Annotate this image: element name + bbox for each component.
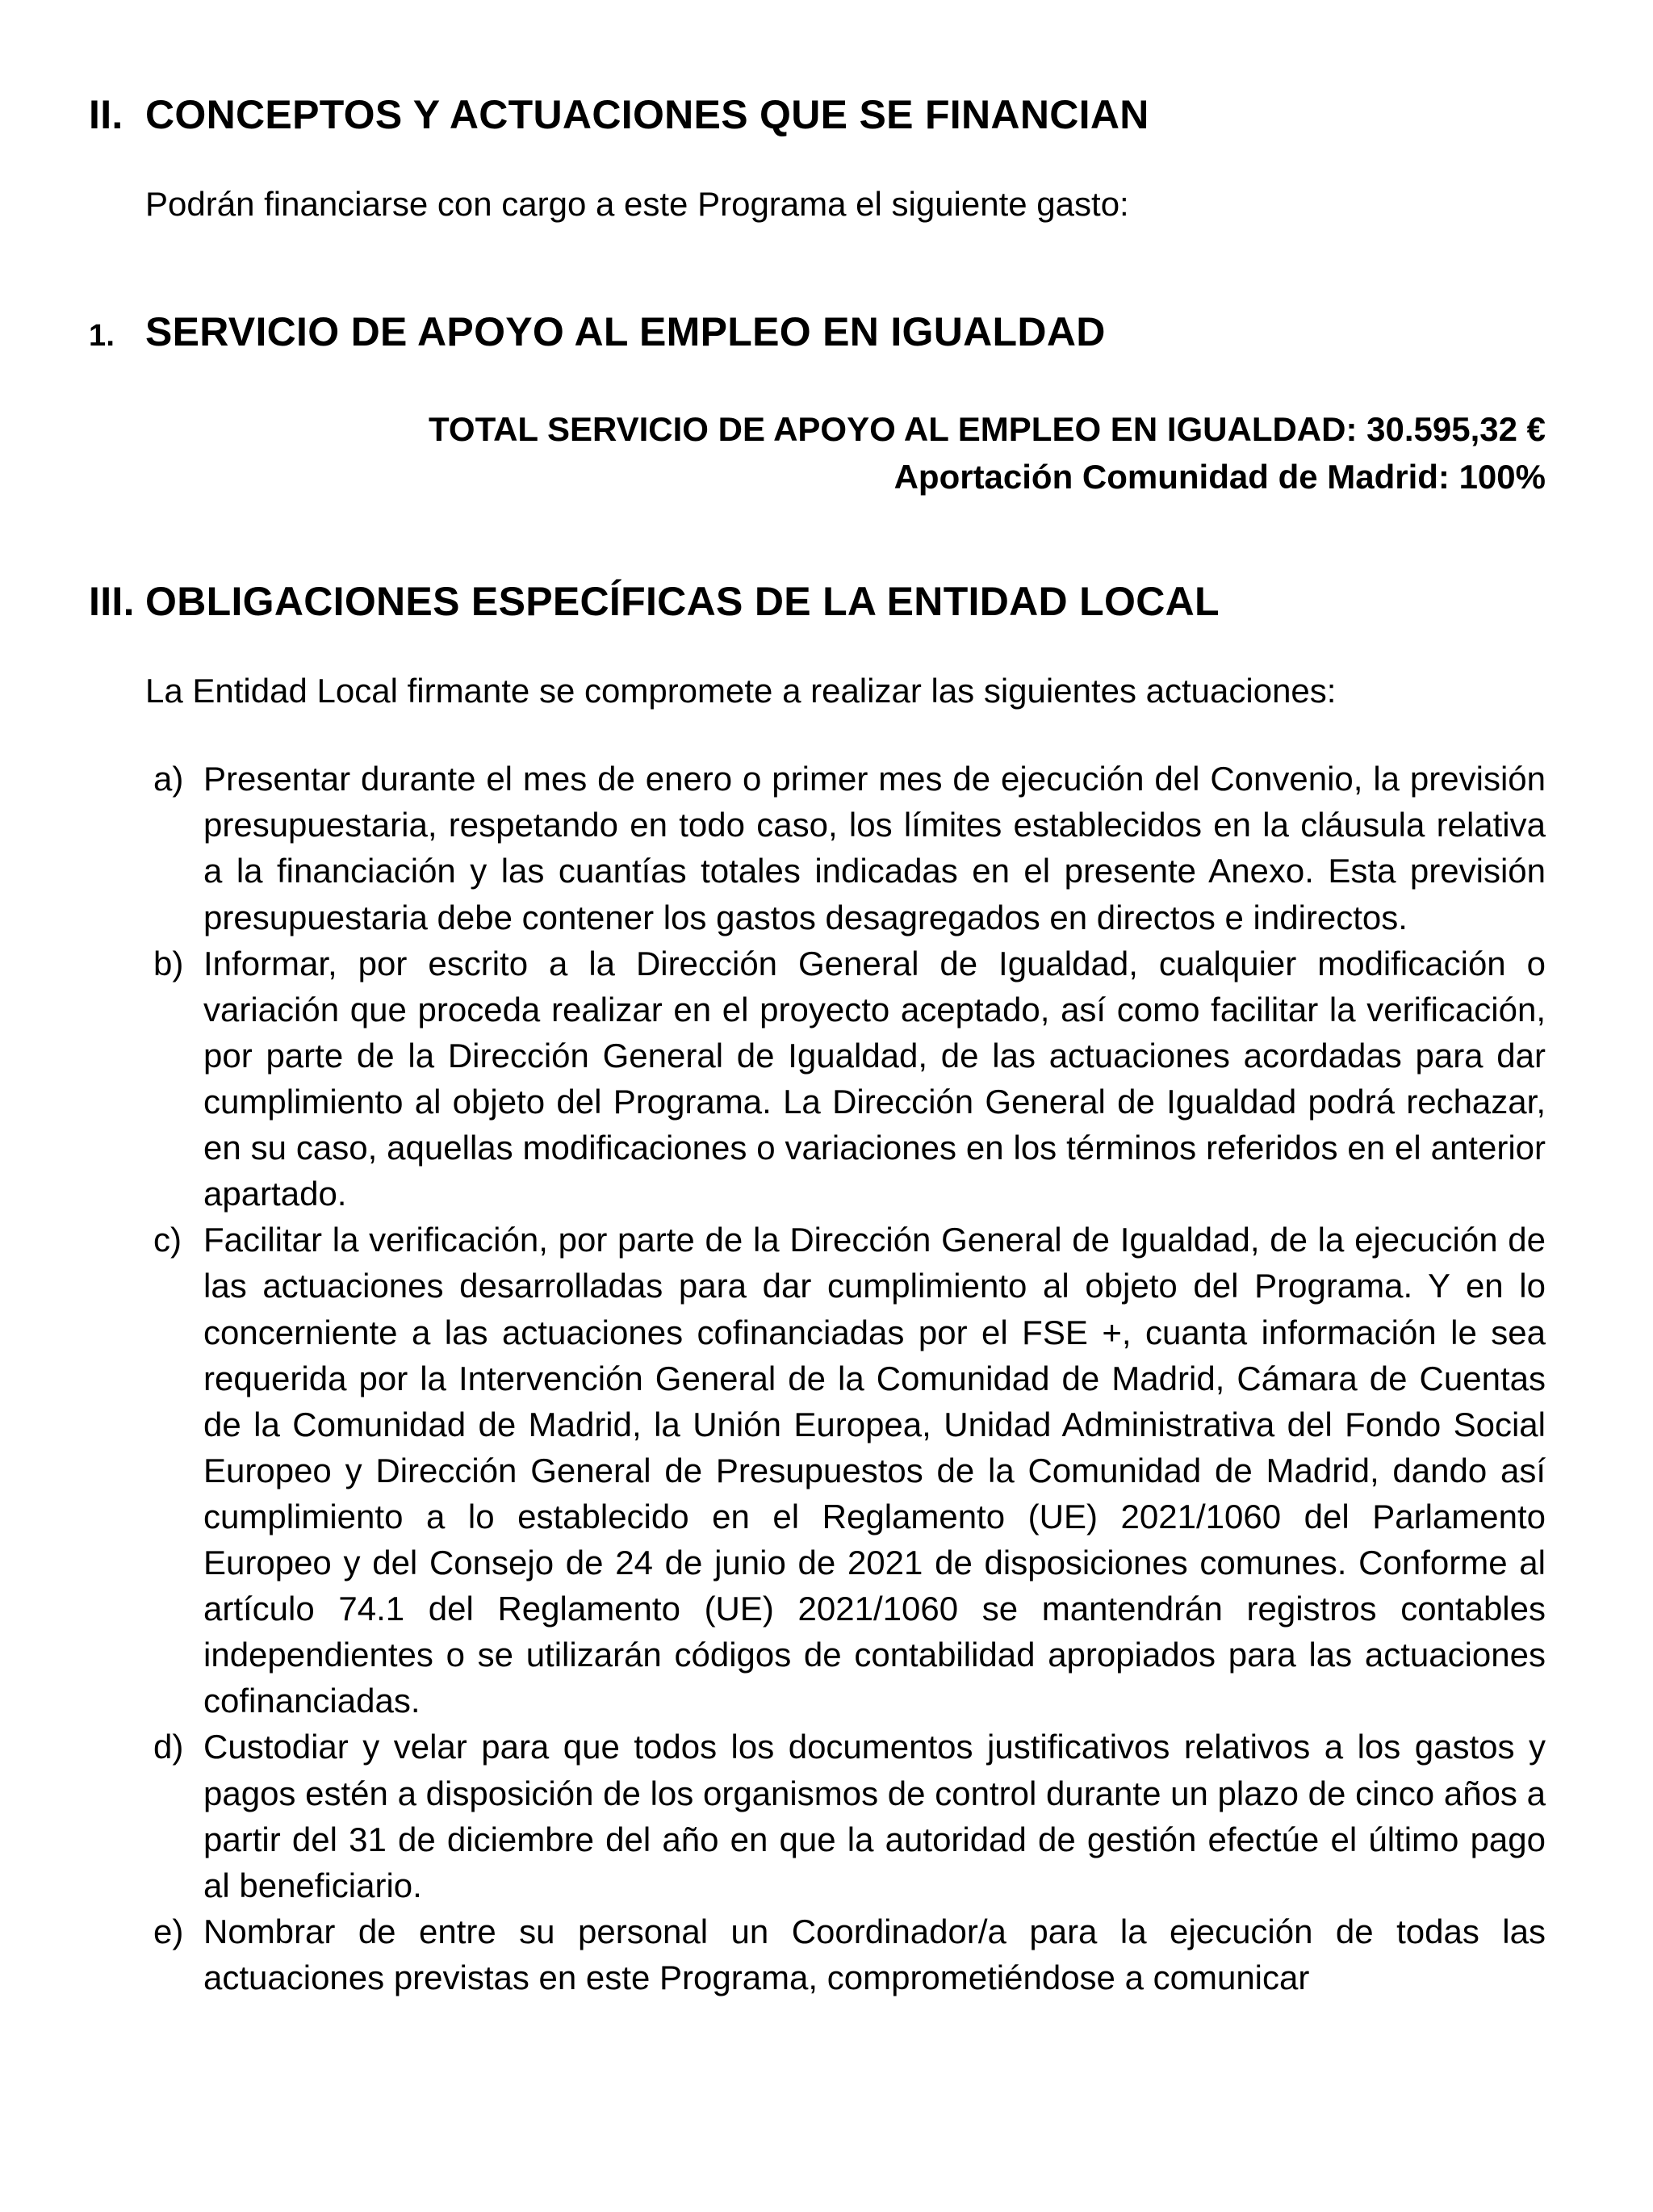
section-ii-heading [89, 90, 1546, 139]
item-1-number: 1. [89, 318, 115, 353]
obligation-text-e: Nombrar de entre su personal un Coordinador/a para la ejecución de todas las actuaciones previstas en este Programa, comprometiéndose a comunicar [203, 1912, 1546, 1997]
obligation-text-d: Custodiar y velar para que todos los documentos justificativos relativos a los gastos y pagos estén a disposición de los organismos de control durante un plazo de cinco años a partir del 31 de diciembre del año en que la autoridad de gestión efectúe el último pago al beneficiario. [203, 1728, 1546, 1904]
contribution-line: Aportación Comunidad de Madrid: 100% [893, 457, 1546, 496]
section-iii-number: III. [89, 579, 135, 625]
obligation-letter-a: a) [153, 760, 184, 798]
item-1-heading [89, 308, 1546, 356]
section-ii-title: CONCEPTOS Y ACTUACIONES QUE SE FINANCIAN [145, 92, 1149, 137]
totals-block [89, 406, 1546, 501]
obligation-item-d [89, 1724, 1546, 1908]
obligation-item-e [89, 1908, 1546, 2000]
obligation-item-c [89, 1217, 1546, 1724]
obligation-letter-d: d) [153, 1728, 184, 1766]
obligations-list [89, 756, 1546, 2000]
obligation-item-a [89, 756, 1546, 940]
section-iii-intro: La Entidad Local firmante se compromete a realizar las siguientes actuaciones: [145, 672, 1337, 710]
obligation-text-c: Facilitar la verificación, por parte de la Dirección General de Igualdad, de la ejecución de las actuaciones desarrolladas para dar cumplimiento al objeto del Programa. Y en lo concerniente a las actuaciones cofinanciadas por el FSE +, cuanta información le sea requerida por la Intervención General de la Comunidad de Madrid, Cámara de Cuentas de la Comunidad de Madrid, la Unión Europea, Unidad Administrativa del Fondo Social Europeo y Dirección General de Presupuestos de la Comunidad de Madrid, dando así cumplimiento a lo establecido en el Reglamento (UE) 2021/1060 del Parlamento Europeo y del Consejo de 24 de junio de 2021 de disposiciones comunes. Conforme al artículo 74.1 del Reglamento (UE) 2021/1060 se mantendrán registros contables independientes o se utilizarán códigos de contabilidad apropiados para las actuaciones cofinanciadas. [203, 1221, 1546, 1720]
section-ii-number: II. [89, 92, 123, 137]
obligation-item-b [89, 941, 1546, 1217]
section-iii-title: OBLIGACIONES ESPECÍFICAS DE LA ENTIDAD LOCAL [145, 579, 1220, 625]
obligation-text-b: Informar, por escrito a la Dirección General de Igualdad, cualquier modificación o variación que proceda realizar en el proyecto aceptado, así como facilitar la verificación, por parte de la Dirección General de Igualdad, de las actuaciones acordadas para dar cumplimiento al objeto del Programa. La Dirección General de Igualdad podrá rechazar, en su caso, aquellas modificaciones o variaciones en los términos referidos en el anterior apartado. [203, 944, 1546, 1213]
section-ii-intro: Podrán financiarse con cargo a este Programa el siguiente gasto: [145, 185, 1129, 223]
obligation-text-a: Presentar durante el mes de enero o primer mes de ejecución del Convenio, la previsión presupuestaria, respetando en todo caso, los límites establecidos en la cláusula relativa a la financiación y las cuantías totales indicadas en el presente Anexo. Esta previsión presupuestaria debe contener los gastos desagregados en directos e indirectos. [203, 760, 1546, 936]
obligation-letter-e: e) [153, 1912, 184, 1950]
item-1-title: SERVICIO DE APOYO AL EMPLEO EN IGUALDAD [145, 308, 1106, 354]
section-iii-heading [89, 577, 1546, 626]
obligation-letter-c: c) [153, 1221, 182, 1259]
obligation-letter-b: b) [153, 944, 184, 982]
total-service-line: TOTAL SERVICIO DE APOYO AL EMPLEO EN IGUALDAD: 30.595,32 € [429, 409, 1546, 448]
